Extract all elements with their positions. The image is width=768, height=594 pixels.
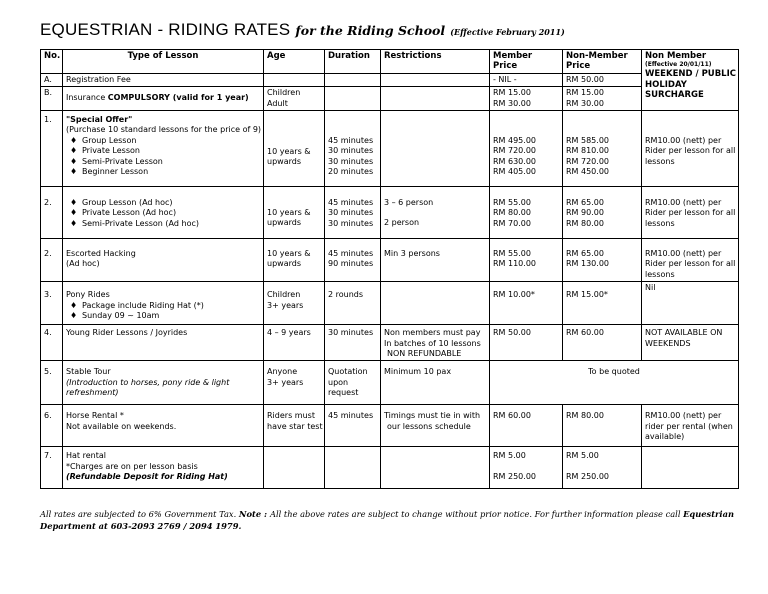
holiday-surcharge: RM10.00 (nett) per Rider per lesson for all lessons (642, 187, 739, 239)
duration: Quotation upon request (325, 361, 381, 405)
age: 4 – 9 years (264, 325, 325, 361)
nonmember-price: RM 50.00 (563, 73, 642, 86)
duration: 30 minutes (325, 325, 381, 361)
header-restrictions: Restrictions (381, 50, 490, 74)
duration: 2 rounds (325, 282, 381, 325)
age: Riders must have star test (264, 405, 325, 447)
row-number: 2. (41, 187, 63, 239)
nonmember-price: RM 60.00 (563, 325, 642, 361)
holiday-surcharge: Nil (642, 282, 739, 325)
member-price: - NIL - (490, 73, 563, 86)
age: Anyone 3+ years (264, 361, 325, 405)
row-number: 3. (41, 282, 63, 325)
restrictions: Non members must pay In batches of 10 lessons NON REFUNDABLE (381, 325, 490, 361)
row-number: A. (41, 73, 63, 86)
header-age: Age (264, 50, 325, 74)
age: Children 3+ years (264, 282, 325, 325)
nonmember-price: RM 65.00 RM 130.00 (563, 239, 642, 282)
restrictions: Timings must tie in with our lessons schedule (381, 405, 490, 447)
holiday-surcharge: RM10.00 (nett) per Rider per lesson for all lessons (642, 239, 739, 282)
table-row (41, 239, 739, 282)
header-nonmember-price: Non-Member Price (563, 50, 642, 74)
duration: 45 minutes 30 minutes 30 minutes 20 minutes (325, 111, 381, 187)
lesson-type: Insurance COMPULSORY (valid for 1 year) (63, 87, 264, 111)
header-row (41, 50, 739, 74)
lesson-type: ♦ Group Lesson (Ad hoc) ♦ Private Lesson (Ad hoc) ♦ Semi-Private Lesson (Ad hoc) (63, 187, 264, 239)
header-duration: Duration (325, 50, 381, 74)
lesson-type: Horse Rental * Not available on weekends. (63, 405, 264, 447)
table-row (41, 87, 739, 111)
header-no: No. (41, 50, 63, 74)
quoted-price: To be quoted (490, 361, 739, 405)
document-title (40, 20, 565, 40)
row-number: 4. (41, 325, 63, 361)
age: 10 years & upwards (264, 239, 325, 282)
title-subtitle: for the Riding School (295, 23, 446, 38)
table-row (41, 405, 739, 447)
footnote: All rates are subjected to 6% Government Tax. Note : All the above rates are subject to change without prior notice. For further information please call Equestrian Department at 603-2093 2769 / 2094 1979. (40, 509, 734, 531)
table-row (41, 187, 739, 239)
duration: 45 minutes 90 minutes (325, 239, 381, 282)
nonmember-price: RM 15.00 RM 30.00 (563, 87, 642, 111)
title-main: EQUESTRIAN - RIDING RATES (40, 20, 291, 39)
row-number: B. (41, 87, 63, 111)
member-price: RM 5.00 RM 250.00 (490, 447, 563, 489)
age: Children Adult (264, 87, 325, 111)
holiday-surcharge: NOT AVAILABLE ON WEEKENDS (642, 325, 739, 361)
header-holiday-surcharge: Non Member (Effective 20/01/11) WEEKEND / PUBLIC HOLIDAY SURCHARGE (642, 50, 739, 111)
lesson-type: Pony Rides ♦ Package include Riding Hat (*) ♦ Sunday 09 ~ 10am (63, 282, 264, 325)
nonmember-price: RM 585.00 RM 810.00 RM 720.00 RM 450.00 (563, 111, 642, 187)
member-price: RM 15.00 RM 30.00 (490, 87, 563, 111)
row-number: 7. (41, 447, 63, 489)
member-price: RM 60.00 (490, 405, 563, 447)
age: 10 years & upwards (264, 187, 325, 239)
member-price: RM 50.00 (490, 325, 563, 361)
table-row (41, 282, 739, 325)
lesson-type: Stable Tour (Introduction to horses, pony ride & light refreshment) (63, 361, 264, 405)
holiday-surcharge: RM10.00 (nett) per rider per rental (when available) (642, 405, 739, 447)
age: 10 years & upwards (264, 111, 325, 187)
duration: 45 minutes 30 minutes 30 minutes (325, 187, 381, 239)
table-row (41, 73, 739, 86)
lesson-type: Escorted Hacking (Ad hoc) (63, 239, 264, 282)
nonmember-price: RM 65.00 RM 90.00 RM 80.00 (563, 187, 642, 239)
row-number: 2. (41, 239, 63, 282)
nonmember-price: RM 15.00* (563, 282, 642, 325)
contact-department: Equestrian Department at 603-2093 2769 / 2094 1979. (40, 509, 734, 531)
row-number: 5. (41, 361, 63, 405)
duration: 45 minutes (325, 405, 381, 447)
member-price: RM 10.00* (490, 282, 563, 325)
table-row (41, 447, 739, 489)
lesson-type: "Special Offer" (Purchase 10 standard lessons for the price of 9) ♦ Group Lesson ♦ Private Lesson ♦ Semi-Private Lesson ♦ Beginner Lesson (63, 111, 264, 187)
title-effective-date: (Effective February 2011) (450, 27, 565, 37)
header-type: Type of Lesson (63, 50, 264, 74)
nonmember-price: RM 80.00 (563, 405, 642, 447)
restrictions: Minimum 10 pax (381, 361, 490, 405)
table-row (41, 361, 739, 405)
row-number: 1. (41, 111, 63, 187)
lesson-type: Hat rental *Charges are on per lesson basis (Refundable Deposit for Riding Hat) (63, 447, 264, 489)
member-price: RM 55.00 RM 110.00 (490, 239, 563, 282)
member-price: RM 495.00 RM 720.00 RM 630.00 RM 405.00 (490, 111, 563, 187)
lesson-type: Young Rider Lessons / Joyrides (63, 325, 264, 361)
rates-table (40, 49, 739, 489)
nonmember-price: RM 5.00 RM 250.00 (563, 447, 642, 489)
table-row (41, 325, 739, 361)
row-number: 6. (41, 405, 63, 447)
restrictions: Min 3 persons (381, 239, 490, 282)
table-row (41, 111, 739, 187)
header-member-price: Member Price (490, 50, 563, 74)
restrictions: 3 – 6 person 2 person (381, 187, 490, 239)
lesson-type: Registration Fee (63, 73, 264, 86)
holiday-surcharge: RM10.00 (nett) per Rider per lesson for all lessons (642, 111, 739, 187)
member-price: RM 55.00 RM 80.00 RM 70.00 (490, 187, 563, 239)
